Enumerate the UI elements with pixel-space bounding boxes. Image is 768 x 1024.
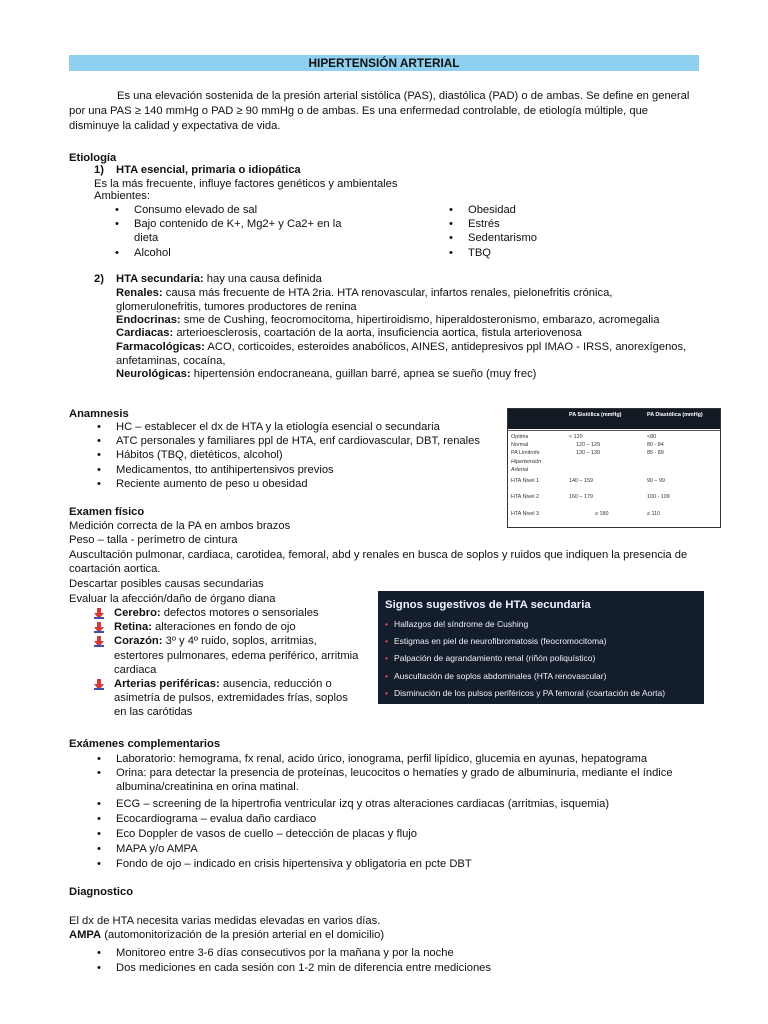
pa-table-divider [508,430,720,431]
etiologia-item2-title: HTA secundaria: [116,273,204,285]
list-item: • Monitoreo entre 3-6 días consecutivos por la mañana y por la noche [76,946,716,960]
organ-text: alteraciones en fondo de ojo [151,621,296,634]
signos-hta-secundaria-box [378,591,704,704]
organ-cont: estertores pulmonares, edema periférico, arritmia [114,649,359,662]
organ-item-arterias [88,677,373,720]
cause-cont: glomerulonefritis, tumores productores de renina [116,301,357,314]
cause-renales [116,286,706,314]
cause-label: Neurológicas: [116,368,191,380]
anamnesis-list [76,420,506,491]
list-item: • MAPA y/o AMPA [76,842,716,856]
arrow-down-icon [93,622,105,633]
pa-table-header [508,409,720,429]
ambientes-label: Ambientes: [94,190,150,202]
list-item: • ATC personales y familiares ppl de HTA, enf cardiovascular, DBT, renales [76,434,506,448]
page-title: HIPERTENSIÓN ARTERIAL [69,55,699,71]
pa-row-sis: ≥ 180 [595,511,609,517]
pa-row-label: HTA Nivel 3 [511,511,540,517]
list-item: • Laboratorio: hemograma, fx renal, acido úrico, ionograma, perfil lipídico, glucemia en ayunas, hepatograma [76,752,716,766]
list-item: • Dos mediciones en cada sesión con 1-2 min de diferencia entre mediciones [76,961,716,975]
pa-row-sis: 120 – 129 [576,442,600,448]
examen-line: Peso – talla - perímetro de cintura [69,534,238,546]
cause-text: sme de Cushing, feocromocitoma, hipertiroidismo, hiperaldosteronismo, embarazo, acromegalia [180,314,660,326]
ampa-line [69,928,384,942]
list-item: • Auscultación de soplos abdominales (HTA renovascular) [385,668,700,685]
organ-cont: asimetría de pulsos, extremidades frías, soplos [114,692,348,705]
etiologia-item2-line [116,272,322,286]
list-item: • Bajo contenido de K+, Mg2+ y Ca2+ en la [94,217,384,231]
examen-line: Medición correcta de la PA en ambos brazos [69,520,291,532]
cause-text: ACO, corticoides, esteroides anabólicos, AINES, antidepresivos ppl IMAO - IRSS, anorexígenos, [204,341,687,353]
pa-row-dia: 90 – 99 [647,478,665,484]
list-item: • Hábitos (TBQ, dietéticos, alcohol) [76,448,506,462]
list-item: • Alcohol [94,246,384,260]
pa-row-dia: 100 - 109 [647,494,670,500]
cause-text: causa más frecuente de HTA 2ria. HTA renovascular, infartos renales, pielonefritis crónica, [162,287,613,299]
list-item: • HC – establecer el dx de HTA y la etiología esencial o secundaria [76,420,506,434]
diagnostico-heading: Diagnostico [69,886,134,898]
pa-row-label: Arterial [511,466,529,473]
cause-text: hipertensión endocraneana, guillan barré, apnea se sueño (muy frec) [190,368,537,380]
ambientes-list-left [94,203,384,260]
signos-title: Signos sugestivos de HTA secundaria [385,599,591,611]
etiologia-item2-number: 2) [94,273,104,285]
etiologia-item2-title-rest: hay una causa definida [203,273,322,285]
organ-label: Retina: [114,621,152,634]
intro-line-3: disminuye la calidad y expectativa de vida. [69,120,281,132]
examenes-heading: Exámenes complementarios [69,738,221,750]
organ-label: Corazón: [114,635,163,648]
list-item: • Ecocardiograma – evalua daño cardiaco [76,812,716,826]
ampa-rest: (automonitorización de la presión arterial en el domicilio) [101,929,385,941]
signos-list [385,616,700,702]
cause-cardiacas [116,326,706,340]
pa-row-sis: < 120 [569,434,583,440]
intro-line-2: por una PAS ≥ 140 mmHg o PAD ≥ 90 mmHg o de ambas. Es una enfermedad controlable, de etiología múltiple, que [69,105,649,117]
list-item: • Hallazgos del síndrome de Cushing [385,616,700,633]
pa-row-sis: 160 – 179 [569,494,593,500]
anamnesis-heading: Anamnesis [69,408,129,420]
list-item: • Reciente aumento de peso u obesidad [76,477,506,491]
list-item: • Sedentarismo [428,231,628,245]
cause-cont: anfetaminas, cocaína, [116,355,226,368]
examenes-list [76,752,716,872]
cause-neurologicas [116,367,706,381]
organ-item-cerebro [88,606,373,620]
pa-row-label: HTA Nivel 2 [511,494,540,500]
pa-header-sis: PA Sistólica (mmHg) [569,412,622,418]
pa-row-dia: 85 - 89 [647,450,664,456]
pa-row-hta-label [511,459,716,474]
pa-row-label: Normal [511,442,529,448]
organ-text: ausencia, reducción o [219,678,332,691]
examen-line: Evaluar la afección/daño de órgano diana [69,593,276,605]
organ-text: 3º y 4º ruido, soplos, arritmias, [162,635,317,648]
pa-row-dia: 80 - 84 [647,442,664,448]
list-item: • Fondo de ojo – indicado en crisis hipertensiva y obligatoria en pcte DBT [76,857,716,871]
intro-line-1: Es una elevación sostenida de la presión arterial sistólica (PAS), diastólica (PAD) o de ambas. Se define en general [117,90,690,102]
cause-label: Farmacológicas: [116,341,205,353]
pa-row-dia: <80 [647,434,657,440]
ampa-label: AMPA [69,929,102,941]
pa-row-label: Optima [511,434,529,440]
list-item: • Estigmas en piel de neurofibromatosis (feocromocitoma) [385,633,700,650]
organ-text: defectos motores o sensoriales [160,607,319,619]
etiologia-heading: Etiología [69,152,117,164]
examen-line: Descartar posibles causas secundarias [69,578,264,590]
organ-item-corazon [88,634,373,677]
pa-classification-table [507,408,721,528]
pa-row-label: PA Limitrofe [511,450,540,456]
cause-farmacologicas [116,340,716,368]
ampa-list [76,946,716,975]
list-item: • Consumo elevado de sal [94,203,384,217]
examen-line: coartación aortica. [69,563,161,575]
list-item-cont: dieta [134,232,159,245]
pa-header-dia: PA Diastólica (mmHg) [647,412,703,418]
list-item: • Estrés [428,217,628,231]
list-item-cont: albumina/creatinina en orina matinal. [116,781,299,794]
cause-label: Endocrinas: [116,314,181,326]
list-item: • Palpación de agrandamiento renal (riñón poliquístico) [385,650,700,667]
cause-text: arterioesclerosis, coartación de la aorta, insuficiencia aortica, fistula arteriovenosa [173,327,582,339]
list-item: • TBQ [428,246,628,260]
list-item: • ECG – screening de la hipertrofia ventricular izq y otras alteraciones cardiacas (arritmias, isquemia) [76,797,716,811]
list-item: • Eco Doppler de vasos de cuello – detección de placas y flujo [76,827,716,841]
arrow-down-icon [93,608,105,619]
ambientes-list-right [428,203,628,260]
pa-row-sis: 130 – 139 [576,450,600,456]
list-item: • Orina: para detectar la presencia de proteínas, leucocitos o hematíes y grado de albuminuria, mediante el índice [76,766,716,780]
organ-label: Cerebro: [114,607,161,619]
organ-item-retina [88,620,373,634]
organ-cont: cardiaca [114,663,157,676]
etiologia-item1-title: HTA esencial, primaria o idiopática [116,164,301,176]
list-item: • Disminución de los pulsos periféricos y PA femoral (coartación de Aorta) [385,685,700,702]
pa-row-sis: 140 – 159 [569,478,593,484]
etiologia-item1-number: 1) [94,164,104,176]
diagnostico-line1: El dx de HTA necesita varias medidas elevadas en varios días. [69,915,381,927]
pa-row-label: Hipertensión [511,459,542,465]
examen-line: Auscultación pulmonar, cardiaca, carotidea, femoral, abd y renales en busca de soplos y ruidos que indiquen la presencia de [69,549,688,561]
organs-list [88,606,373,720]
organ-cont: en las carótidas [114,706,193,719]
cause-label: Cardiacas: [116,327,174,339]
etiologia-item1-desc: Es la más frecuente, influye factores genéticos y ambientales [94,178,398,190]
list-item: • Obesidad [428,203,628,217]
pa-row-dia: ≥ 110 [647,511,661,517]
cause-label: Renales: [116,287,163,299]
list-item: • Medicamentos, tto antihipertensivos previos [76,463,506,477]
pa-row-label: HTA Nivel 1 [511,478,540,484]
arrow-down-icon [93,636,105,647]
examen-heading: Examen físico [69,506,145,518]
organ-label: Arterias periféricas: [114,678,220,691]
arrow-down-icon [93,679,105,690]
